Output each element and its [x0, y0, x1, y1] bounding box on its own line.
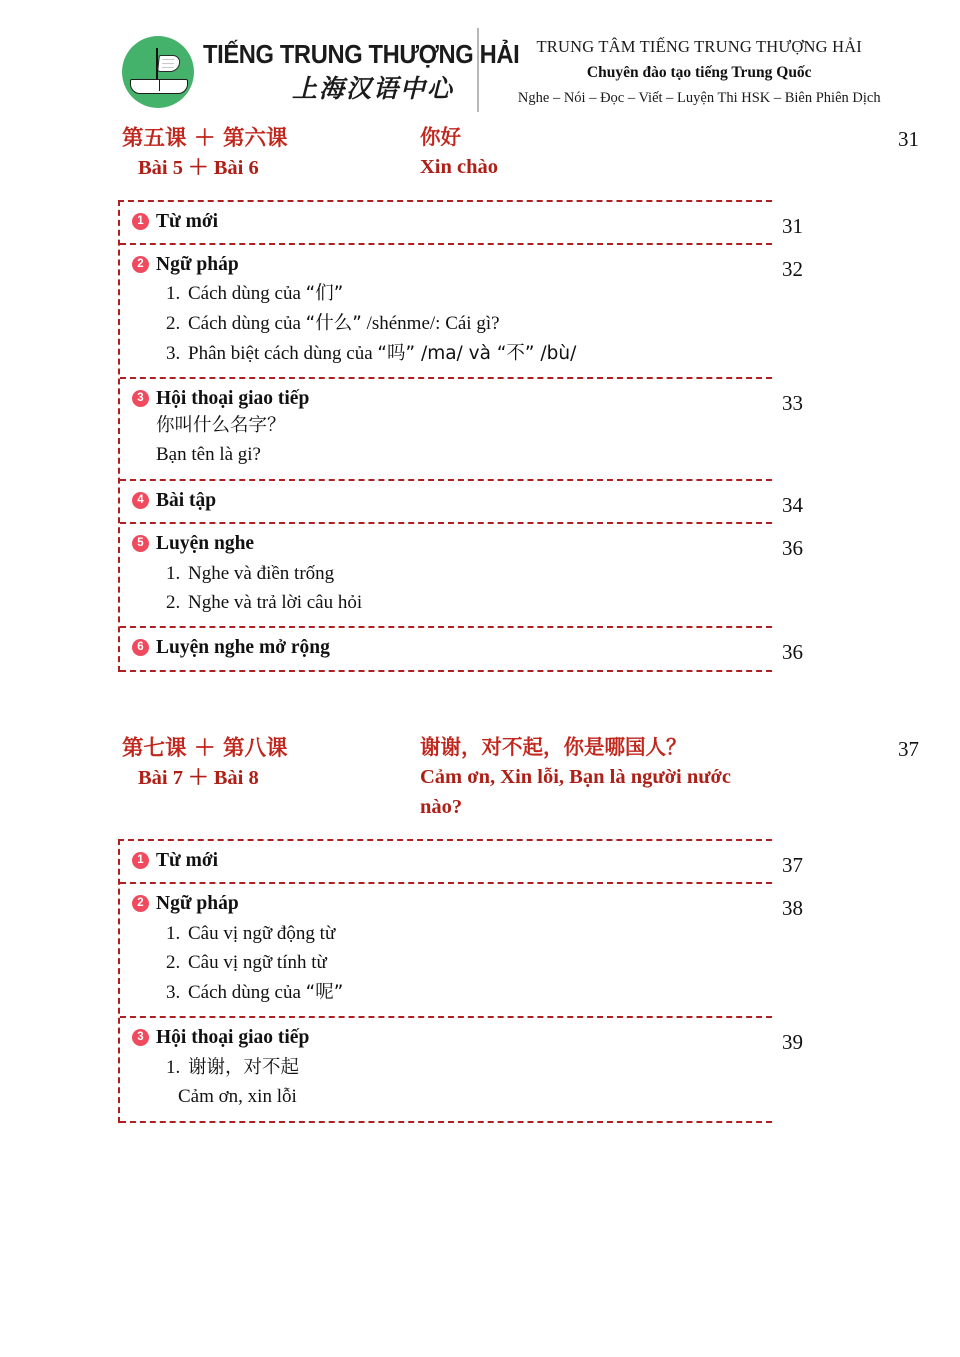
- toc-row-page: 33: [782, 391, 803, 416]
- section-2-lesson-labels: [122, 734, 420, 823]
- list-number-badge: 3: [132, 1029, 149, 1046]
- toc-row-label: Luyện nghe mở rộng: [156, 637, 330, 659]
- toc-row-label: Hội thoại giao tiếp: [156, 388, 310, 410]
- section-1-topic-labels: [420, 124, 890, 184]
- toc-row[interactable]: [120, 379, 803, 480]
- toc-row-label: Ngữ pháp: [156, 254, 239, 276]
- toc-row-main: [120, 531, 772, 556]
- toc-example-vietnamese: Bạn tên là gi?: [156, 444, 261, 466]
- brand-name-chinese: 上海汉语中心: [292, 73, 455, 103]
- toc-sub-item: [120, 279, 772, 309]
- toc-sub-item: [120, 978, 772, 1008]
- sub-item-number: 1.: [166, 1056, 181, 1078]
- section-2-topic-labels: [420, 734, 890, 823]
- sub-item-text-a: Nghe và điền trống: [188, 562, 335, 584]
- sub-item-number: 2.: [166, 313, 181, 335]
- toc-sub-item: [120, 559, 772, 588]
- toc-row[interactable]: [120, 884, 803, 1018]
- center-tagline: Chuyên đào tạo tiếng Trung Quốc: [586, 64, 812, 81]
- lesson-section-2: [0, 734, 960, 1123]
- list-number-badge: 2: [132, 895, 149, 912]
- toc-sub-item: [120, 1053, 772, 1083]
- sub-item-text-a: Cách dùng của: [188, 313, 306, 335]
- brand-name-vietnamese: TIẾNG TRUNG THƯỢNG HẢI: [203, 41, 520, 70]
- toc-sub-list: [120, 559, 772, 618]
- sub-item-number: 1.: [166, 922, 181, 944]
- section-2-topic-cn: 谢谢，对不起，你是哪国人？: [420, 734, 687, 759]
- sub-item-chinese: “吗”: [377, 342, 416, 364]
- sub-item-chinese: 谢谢，对不起: [188, 1056, 300, 1078]
- toc-sub-list: [120, 279, 772, 368]
- toc-row[interactable]: [120, 245, 803, 379]
- toc-row-main: [120, 386, 772, 411]
- toc-row[interactable]: [120, 841, 803, 884]
- section-gap: [0, 672, 960, 734]
- list-number-badge: 3: [132, 390, 149, 407]
- section-1-topic-cn: 你好: [420, 125, 461, 149]
- section-2-page-number: 37: [898, 736, 919, 761]
- list-number-badge: 5: [132, 535, 149, 552]
- toc-row-page: 36: [782, 536, 803, 561]
- section-1-lesson-cn: 第五课 ＋ 第六课: [122, 126, 288, 151]
- school-logo-icon: [122, 36, 194, 108]
- toc-row-label: Bài tập: [156, 489, 217, 511]
- toc-row-page: 34: [782, 492, 803, 517]
- toc-row-page: 39: [782, 1030, 803, 1055]
- sub-item-number: 3.: [166, 981, 181, 1003]
- toc-row-label: Hội thoại giao tiếp: [156, 1027, 310, 1049]
- toc-row-main: [120, 848, 772, 873]
- toc-example-chinese: 你叫什么名字？: [156, 414, 286, 436]
- toc-sub-item: [120, 309, 772, 339]
- center-name-line: TRUNG TÂM TIẾNG TRUNG THƯỢNG HẢI: [536, 37, 862, 56]
- list-number-badge: 1: [132, 852, 149, 869]
- sub-item-chinese: “什么”: [305, 313, 362, 335]
- list-number-badge: 6: [132, 639, 149, 656]
- list-number-badge: 2: [132, 256, 149, 273]
- center-services-line: Nghe – Nói – Đọc – Viết – Luyện Thi HSK – Biên Phiên Dịch: [517, 90, 881, 106]
- lesson-section-1: [0, 124, 960, 672]
- sub-item-chinese: “呢”: [305, 981, 344, 1003]
- page-header: [0, 0, 960, 124]
- toc-row-page: 38: [782, 896, 803, 921]
- header-info-block: [479, 37, 931, 107]
- toc-row-label: Ngữ pháp: [156, 893, 239, 915]
- sub-item-text-b: /shénme/: Cái gì?: [361, 313, 500, 335]
- sub-item-text-b: /ma/ và “不” /bù/: [415, 342, 577, 364]
- section-1-page-number: 31: [898, 127, 919, 151]
- toc-sub-item: [120, 919, 772, 948]
- section-1-topic-vi: Xin chào: [420, 155, 499, 178]
- section-1-title-block: [0, 124, 960, 184]
- toc-sub-list: [120, 919, 772, 1008]
- section-1-toc-table: [118, 200, 803, 672]
- sub-item-text-a: Câu vị ngữ động từ: [188, 922, 336, 944]
- brand-block: [30, 36, 520, 108]
- toc-row[interactable]: [120, 1018, 803, 1122]
- toc-sub-item: [120, 948, 772, 977]
- toc-row-main: [120, 252, 772, 277]
- section-2-toc-table: [118, 839, 803, 1123]
- list-number-badge: 4: [132, 492, 149, 509]
- toc-row-page: 37: [782, 853, 803, 877]
- toc-row[interactable]: [120, 628, 803, 671]
- sub-item-text-a: Câu vị ngữ tính từ: [188, 952, 327, 974]
- toc-row-main: [120, 635, 772, 660]
- toc-sub-item: [120, 588, 772, 617]
- toc-row[interactable]: [120, 524, 803, 628]
- toc-row-page: 32: [782, 257, 803, 282]
- sub-item-number: 1.: [166, 283, 181, 305]
- toc-example-vietnamese: Cảm ơn, xin lỗi: [178, 1086, 297, 1108]
- sub-item-chinese: “们”: [305, 283, 344, 305]
- section-1-lesson-labels: [122, 124, 420, 184]
- section-2-title-block: [0, 734, 960, 823]
- logo-flag-shape: [157, 55, 181, 72]
- toc-row-main: [120, 1025, 772, 1050]
- toc-row-label: Luyện nghe: [156, 533, 255, 555]
- toc-row-label: Từ mới: [156, 850, 219, 871]
- toc-row-label: Từ mới: [156, 210, 219, 232]
- toc-sub-list: [120, 1053, 772, 1083]
- toc-row[interactable]: [120, 481, 803, 524]
- sub-item-number: 3.: [166, 342, 181, 364]
- list-number-badge: 1: [132, 213, 149, 230]
- sub-item-number: 1.: [166, 562, 181, 584]
- toc-row-main: [120, 891, 772, 916]
- logo-book-shape: [130, 79, 188, 94]
- sub-item-text-a: Nghe và trả lời câu hỏi: [188, 592, 363, 614]
- section-2-topic-vi: Cảm ơn, Xin lỗi, Bạn là người nước nào?: [420, 765, 731, 819]
- section-2-lesson-cn: 第七课 ＋ 第八课: [122, 735, 288, 761]
- toc-row-page: 31: [782, 213, 803, 238]
- sub-item-number: 2.: [166, 592, 181, 614]
- sub-item-text-a: Phân biệt cách dùng của: [188, 342, 378, 364]
- section-1-lesson-vi: Bài 5 ＋ Bài 6: [138, 157, 259, 180]
- sub-item-text-a: Cách dùng của: [188, 283, 306, 305]
- toc-sub-item: [120, 339, 772, 369]
- toc-row-main: [120, 488, 772, 513]
- toc-row-main: [120, 209, 772, 234]
- sub-item-text-a: Cách dùng của: [188, 981, 306, 1003]
- toc-row-page: 36: [782, 640, 803, 665]
- sub-item-number: 2.: [166, 952, 181, 974]
- section-2-lesson-vi: Bài 7 ＋ Bài 8: [138, 766, 259, 789]
- toc-row[interactable]: [120, 202, 803, 245]
